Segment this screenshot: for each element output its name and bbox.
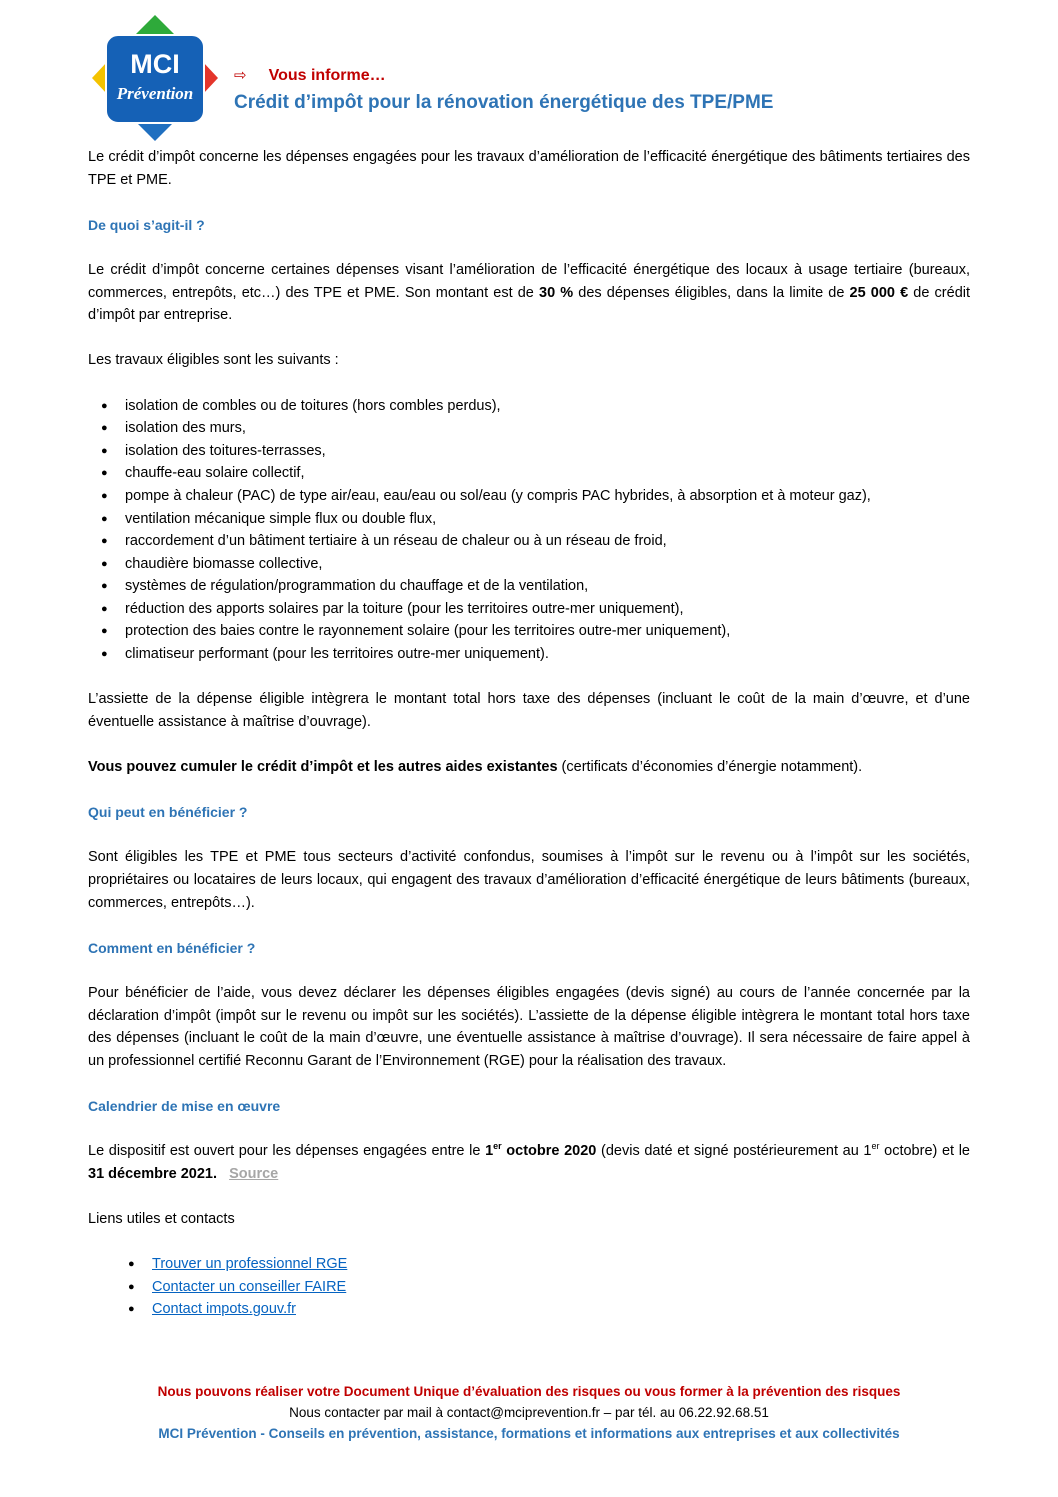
- footer-offer: Nous pouvons réaliser votre Document Unique d’évaluation des risques ou vous former à la prévention des risques: [157, 1384, 901, 1399]
- footer-contact: Nous contacter par mail à contact@mciprevention.fr – par tél. au 06.22.92.68.51: [289, 1405, 769, 1420]
- list-item: [101, 530, 970, 553]
- informe-label: Vous informe…: [268, 67, 386, 84]
- desc-rate: 30 %: [539, 284, 574, 301]
- cal-text-3: octobre) et le: [879, 1143, 970, 1160]
- mci-prevention-logo: [92, 15, 218, 141]
- heading-comment: Comment en bénéficier ?: [88, 939, 256, 956]
- list-item-text: réduction des apports solaires par la toiture (pour les territoires outre-mer uniquement),: [125, 600, 684, 617]
- list-item-text: isolation des murs,: [125, 420, 246, 437]
- bullet-icon: ●: [101, 602, 108, 615]
- bullet-icon: ●: [101, 489, 108, 502]
- links-title: Liens utiles et contacts: [88, 1210, 235, 1227]
- arrow-right-icon: ⇨: [234, 66, 247, 84]
- cumul-paragraph: [88, 756, 970, 779]
- link-trouver-rge[interactable]: Trouver un professionnel RGE: [152, 1256, 348, 1273]
- list-item: [128, 1276, 970, 1299]
- heading-qui-peut: Qui peut en bénéficier ?: [88, 804, 248, 821]
- calendar-paragraph: [88, 1140, 970, 1185]
- cal-text-2: (devis daté et signé postérieurement au 1: [596, 1143, 872, 1160]
- footer-company: MCI Prévention - Conseils en prévention, assistance, formations et informations aux entreprises et aux collectivités: [158, 1426, 900, 1441]
- list-item: [101, 440, 970, 463]
- desc-text-c: des dépenses éligibles, dans la limite de: [573, 284, 850, 301]
- bullet-icon: ●: [101, 512, 108, 525]
- list-item: [101, 575, 970, 598]
- description-paragraph: [88, 259, 970, 327]
- heading-de-quoi: De quoi s’agit-il ?: [88, 216, 205, 233]
- bullet-icon: ●: [101, 625, 108, 638]
- list-item: [101, 417, 970, 440]
- logo-text-mci: MCI: [130, 49, 180, 79]
- document-body: [88, 146, 970, 1321]
- cal-date2: 31 décembre 2021.: [88, 1165, 217, 1182]
- list-item-text: climatiseur performant (pour les territoires outre-mer uniquement).: [125, 646, 549, 663]
- list-item: [101, 485, 970, 508]
- bullet-icon: ●: [101, 467, 108, 480]
- list-item: [101, 598, 970, 621]
- list-item-text: systèmes de régulation/programmation du chauffage et de la ventilation,: [125, 578, 589, 595]
- logo-text-prevention: Prévention: [116, 84, 194, 103]
- desc-text-e: de crédit d’impôt par entreprise.: [88, 284, 971, 324]
- bullet-icon: ●: [101, 444, 108, 457]
- list-item: [101, 508, 970, 531]
- cal-date1-rest: octobre 2020: [501, 1143, 597, 1160]
- list-item-text: raccordement d’un bâtiment tertiaire à un réseau de chaleur ou à un réseau de froid,: [125, 533, 667, 550]
- cumul-rest: (certificats d’économies d’énergie notamment).: [557, 759, 863, 776]
- intro-paragraph: Le crédit d’impôt concerne les dépenses engagées pour les travaux d’amélioration de l’efficacité énergétique des bâtiments tertiaires des TPE et PME.: [88, 149, 970, 188]
- list-item-text: pompe à chaleur (PAC) de type air/eau, eau/eau ou sol/eau (y compris PAC hybrides, à absorption et à moteur gaz),: [125, 487, 871, 504]
- list-item-text: chaudière biomasse collective,: [125, 555, 323, 572]
- list-item: [128, 1298, 970, 1321]
- list-item-text: isolation de combles ou de toitures (hors combles perdus),: [125, 397, 501, 414]
- list-item: [101, 462, 970, 485]
- list-item-text: isolation des toitures-terrasses,: [125, 442, 326, 459]
- list-item: [101, 620, 970, 643]
- footer: [60, 1381, 998, 1444]
- bullet-icon: ●: [128, 1303, 135, 1316]
- heading-calendrier: Calendrier de mise en œuvre: [88, 1097, 281, 1114]
- desc-limit: 25 000 €: [849, 284, 909, 301]
- eligibility-paragraph: Sont éligibles les TPE et PME tous secteurs d’activité confondus, soumises à l’impôt sur le revenu ou à l’impôt sur les sociétés, propriétaires ou locataires de leurs locaux, qui engagent des travaux d’amélioration d’efficacité énergétique de leurs bâtiments (bureaux, commerces, entrepôts…).: [88, 849, 970, 911]
- cal-text-2-sup: er: [871, 1141, 880, 1152]
- cumul-bold: Vous pouvez cumuler le crédit d’impôt et les autres aides existantes: [88, 759, 558, 776]
- list-item: [101, 553, 970, 576]
- bullet-icon: ●: [101, 580, 108, 593]
- link-conseiller-faire[interactable]: Contacter un conseiller FAIRE: [152, 1278, 347, 1295]
- list-item-text: ventilation mécanique simple flux ou double flux,: [125, 510, 437, 527]
- bullet-icon: ●: [101, 422, 108, 435]
- eligible-works-list: [88, 395, 970, 666]
- list-item: [128, 1253, 970, 1276]
- list-item-text: chauffe-eau solaire collectif,: [125, 465, 305, 482]
- list-item-text: protection des baies contre le rayonnement solaire (pour les territoires outre-mer uniquement),: [125, 623, 731, 640]
- useful-links-list: [88, 1253, 970, 1321]
- bullet-icon: ●: [101, 648, 108, 661]
- cal-text-1: Le dispositif est ouvert pour les dépenses engagées entre le: [88, 1143, 486, 1160]
- assiette-paragraph: L’assiette de la dépense éligible intègrera le montant total hors taxe des dépenses (incluant le coût de la main d’œuvre, et d’une éventuelle assistance à maîtrise d’ouvrage).: [88, 691, 970, 730]
- list-intro: Les travaux éligibles sont les suivants :: [88, 352, 339, 369]
- bullet-icon: ●: [128, 1280, 135, 1293]
- source-link[interactable]: Source: [229, 1165, 279, 1182]
- howto-paragraph: Pour bénéficier de l’aide, vous devez déclarer les dépenses éligibles engagées (devis signé) au cours de l’année concernée par la déclaration d’impôt (impôt sur le revenu ou impôt sur les sociétés). L’assiette de la dépense éligible intègrera le montant total hors taxe des dépenses (incluant le coût de la main d’œuvre, une éventuelle assistance à maîtrise d’ouvrage). Il sera nécessaire de faire appel à un professionnel certifié Reconnu Garant de l’Environnement (RGE) pour la réalisation des travaux.: [88, 984, 970, 1069]
- header-informe: [234, 66, 386, 85]
- desc-text-a: Le crédit d’impôt concerne certaines dépenses visant l’amélioration de l’efficacité énergétique des locaux à usage tertiaire (bureaux, commerces, entrepôts, etc…) des TPE et PME. Son montant est de: [88, 261, 970, 301]
- list-item: [101, 395, 970, 418]
- cal-date1-sup: er: [493, 1141, 502, 1152]
- bullet-icon: ●: [101, 535, 108, 548]
- cal-date1-num: 1: [485, 1143, 494, 1160]
- list-item: [101, 643, 970, 666]
- bullet-icon: ●: [101, 399, 108, 412]
- page-title: Crédit d’impôt pour la rénovation énergétique des TPE/PME: [234, 92, 774, 113]
- bullet-icon: ●: [101, 557, 108, 570]
- bullet-icon: ●: [128, 1258, 135, 1271]
- link-impots-gouv[interactable]: Contact impots.gouv.fr: [152, 1301, 296, 1318]
